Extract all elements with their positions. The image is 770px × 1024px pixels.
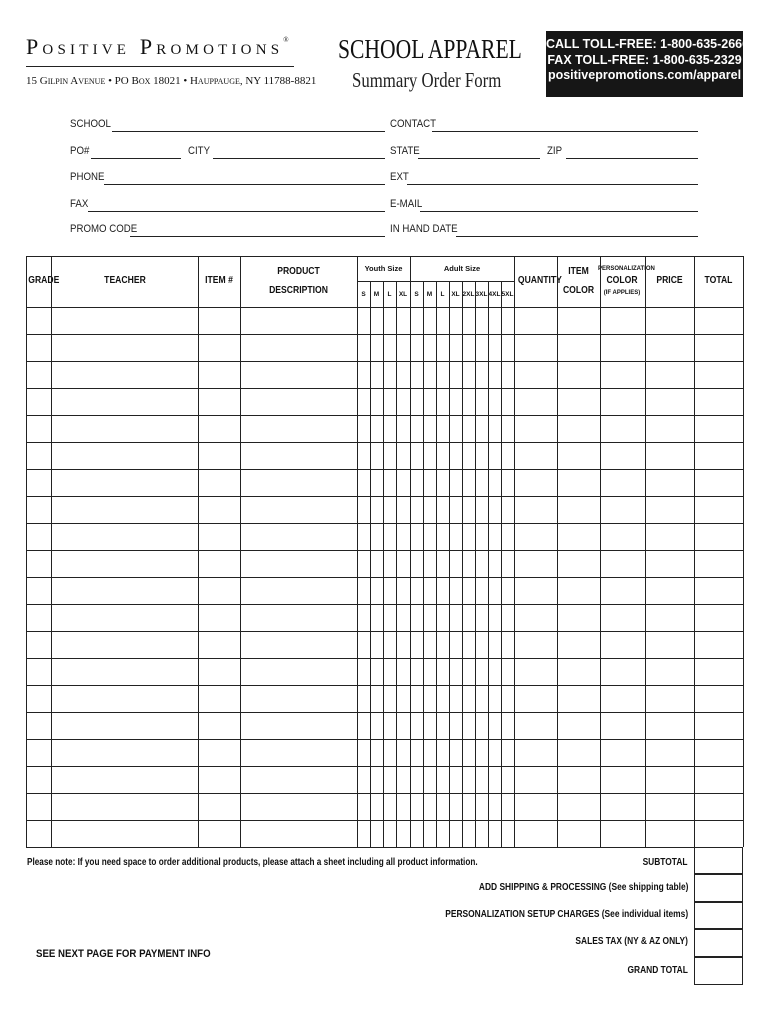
table-row[interactable] bbox=[26, 469, 743, 496]
adult-size-s-header: S bbox=[414, 291, 419, 298]
fax-label: FAX bbox=[70, 198, 89, 210]
table-row[interactable] bbox=[26, 793, 743, 820]
table-row[interactable] bbox=[26, 820, 743, 847]
item-color-header-line2: COLOR bbox=[562, 284, 595, 296]
promo-code-field[interactable] bbox=[130, 236, 385, 237]
table-row[interactable] bbox=[26, 766, 743, 793]
teacher-header: TEACHER bbox=[104, 274, 146, 286]
quantity-header: QUANTITY bbox=[517, 274, 562, 286]
table-row[interactable] bbox=[26, 739, 743, 766]
school-field[interactable] bbox=[112, 131, 385, 132]
adult-size-5xl-header: 5XL bbox=[501, 291, 514, 298]
phone-field[interactable] bbox=[104, 184, 385, 185]
personalization-header-line3: (IF APPLIES) bbox=[603, 290, 641, 296]
table-top-border bbox=[26, 256, 743, 257]
adult-size-3xl-header: 3XL bbox=[475, 291, 488, 298]
ext-label: EXT bbox=[390, 171, 409, 183]
city-label: CITY bbox=[188, 145, 211, 157]
youth-size-m-header: M bbox=[373, 291, 380, 298]
email-field[interactable] bbox=[420, 211, 698, 212]
additional-products-note: Please note: If you need space to order additional products, please attach a sheet including all product information. bbox=[27, 857, 478, 868]
item-color-header-line1: ITEM bbox=[568, 265, 589, 277]
phone-line: CALL TOLL-FREE: 1-800-635-2666 bbox=[546, 37, 750, 51]
form-title: SCHOOL APPAREL bbox=[338, 34, 522, 64]
contact-field[interactable] bbox=[432, 131, 698, 132]
product-header-line2: DESCRIPTION bbox=[269, 284, 328, 296]
price-header: PRICE bbox=[656, 274, 683, 286]
total-header: TOTAL bbox=[704, 274, 733, 286]
grand-total-box[interactable] bbox=[694, 957, 743, 985]
youth-size-s-header: S bbox=[361, 291, 366, 298]
po-label: PO# bbox=[70, 145, 90, 157]
state-field[interactable] bbox=[418, 158, 540, 159]
table-row[interactable] bbox=[26, 631, 743, 658]
website-line: positivepromotions.com/apparel bbox=[547, 68, 742, 82]
table-row[interactable] bbox=[26, 523, 743, 550]
fax-field[interactable] bbox=[88, 211, 385, 212]
sales-tax-label: SALES TAX (NY & AZ ONLY) bbox=[575, 936, 688, 947]
table-row[interactable] bbox=[26, 307, 743, 334]
brand-divider bbox=[26, 66, 294, 67]
po-field[interactable] bbox=[91, 158, 181, 159]
table-row[interactable] bbox=[26, 442, 743, 469]
adult-size-4xl-header: 4XL bbox=[488, 291, 501, 298]
subtotal-box[interactable] bbox=[694, 848, 743, 874]
youth-size-header: Youth Size bbox=[364, 264, 403, 273]
state-label: STATE bbox=[390, 145, 420, 157]
item-number-header: ITEM # bbox=[205, 274, 233, 286]
setup-charges-box[interactable] bbox=[694, 902, 743, 929]
contact-box bbox=[546, 31, 750, 97]
table-row[interactable] bbox=[26, 658, 743, 685]
zip-field[interactable] bbox=[566, 158, 698, 159]
personalization-header-line1: PERSONALIZATION bbox=[598, 266, 655, 272]
grand-total-label: GRAND TOTAL bbox=[627, 965, 688, 976]
contact-label: CONTACT bbox=[390, 118, 437, 130]
table-row[interactable] bbox=[26, 415, 743, 442]
table-row[interactable] bbox=[26, 496, 743, 523]
table-row[interactable] bbox=[26, 550, 743, 577]
fax-line: FAX TOLL-FREE: 1-800-635-2329 bbox=[547, 52, 742, 67]
ext-field[interactable] bbox=[407, 184, 698, 185]
shipping-box[interactable] bbox=[694, 874, 743, 902]
personalization-header-line2: COLOR bbox=[606, 274, 638, 286]
city-field[interactable] bbox=[213, 158, 385, 159]
company-address: 15 Gilpin Avenue • PO Box 18021 • Hauppauge, NY 11788-8821 bbox=[26, 75, 317, 87]
table-row[interactable] bbox=[26, 388, 743, 415]
table-row[interactable] bbox=[26, 361, 743, 388]
youth-size-xl-header: XL bbox=[398, 291, 408, 298]
adult-size-m-header: M bbox=[426, 291, 433, 298]
phone-label: PHONE bbox=[70, 171, 105, 183]
grade-header: GRADE bbox=[28, 274, 60, 286]
table-row[interactable] bbox=[26, 712, 743, 739]
brand-name bbox=[26, 34, 289, 60]
form-subtitle: Summary Order Form bbox=[352, 68, 502, 92]
table-row[interactable] bbox=[26, 604, 743, 631]
trademark-symbol: ® bbox=[283, 36, 289, 44]
table-row[interactable] bbox=[26, 577, 743, 604]
in-hand-date-label: IN HAND DATE bbox=[390, 223, 458, 235]
table-column-line bbox=[743, 256, 744, 847]
subtotal-label: SUBTOTAL bbox=[643, 857, 688, 868]
email-label: E-MAIL bbox=[390, 198, 423, 210]
adult-size-xl-header: XL bbox=[451, 291, 460, 298]
table-row[interactable] bbox=[26, 685, 743, 712]
adult-size-header: Adult Size bbox=[443, 264, 481, 273]
product-header-line1: PRODUCT bbox=[277, 265, 320, 277]
in-hand-date-field[interactable] bbox=[456, 236, 698, 237]
school-label: SCHOOL bbox=[70, 118, 111, 130]
next-page-note: SEE NEXT PAGE FOR PAYMENT INFO bbox=[36, 948, 211, 960]
setup-charges-label: PERSONALIZATION SETUP CHARGES (See individual items) bbox=[445, 909, 688, 920]
shipping-label: ADD SHIPPING & PROCESSING (See shipping table) bbox=[478, 882, 688, 893]
brand-text: Positive Promotions bbox=[26, 34, 284, 59]
zip-label: ZIP bbox=[547, 145, 563, 157]
adult-size-l-header: L bbox=[440, 291, 445, 298]
adult-size-2xl-header: 2XL bbox=[462, 291, 475, 298]
sales-tax-box[interactable] bbox=[694, 929, 743, 957]
table-row-line bbox=[26, 847, 743, 848]
table-row[interactable] bbox=[26, 334, 743, 361]
promo-code-label: PROMO CODE bbox=[70, 223, 138, 235]
youth-size-l-header: L bbox=[387, 291, 392, 298]
